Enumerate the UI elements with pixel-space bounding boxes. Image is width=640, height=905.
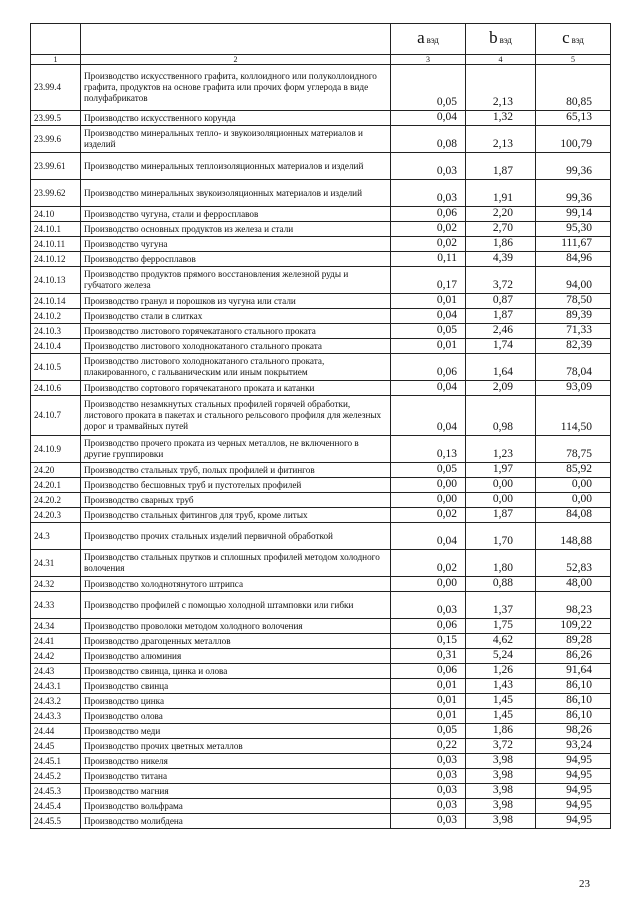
row-value-b: 3,98 [466,769,536,784]
table-row [31,396,611,436]
table-row [31,180,611,207]
table-row [31,339,611,354]
row-name: Производство драгоценных металлов [81,634,391,649]
row-value-c: 100,79 [536,126,611,153]
row-value-b: 1,86 [466,724,536,739]
table-row [31,709,611,724]
row-value-b: 3,72 [466,267,536,294]
row-code: 24.10.2 [31,309,81,324]
row-code: 24.10.7 [31,396,81,436]
header-c-cell [536,24,611,55]
column-number: 2 [81,55,391,65]
row-value-b: 1,64 [466,354,536,381]
table-row [31,649,611,664]
row-value-c: 93,09 [536,381,611,396]
row-value-c: 94,95 [536,769,611,784]
row-value-c: 109,22 [536,619,611,634]
header-b-subscript: вэд [499,35,512,45]
row-name: Производство свинца, цинка и олова [81,664,391,679]
row-value-a: 0,02 [391,237,466,252]
row-name: Производство минеральных теплоизоляционных материалов и изделий [81,153,391,180]
row-value-a: 0,01 [391,694,466,709]
table-row [31,694,611,709]
table-row [31,679,611,694]
row-name: Производство минеральных тепло- и звукоизоляционных материалов и изделий [81,126,391,153]
row-code: 24.10.14 [31,294,81,309]
row-value-a: 0,31 [391,649,466,664]
row-code: 24.20.3 [31,508,81,523]
table-row [31,294,611,309]
table-row [31,126,611,153]
row-value-b: 1,43 [466,679,536,694]
row-value-a: 0,06 [391,619,466,634]
row-name: Производство листового холоднокатаного стального проката [81,339,391,354]
row-name: Производство основных продуктов из железа и стали [81,222,391,237]
row-value-a: 0,00 [391,478,466,493]
table-row [31,463,611,478]
table-row [31,592,611,619]
table-row [31,324,611,339]
header-b-cell [466,24,536,55]
row-name: Производство искусственного корунда [81,111,391,126]
row-value-a: 0,08 [391,126,466,153]
row-value-a: 0,03 [391,784,466,799]
row-value-a: 0,03 [391,592,466,619]
row-value-c: 48,00 [536,577,611,592]
row-name: Производство чугуна [81,237,391,252]
row-name: Производство листового горячекатаного стального проката [81,324,391,339]
row-value-a: 0,04 [391,381,466,396]
row-name: Производство стальных труб, полых профилей и фитингов [81,463,391,478]
header-row [31,24,611,55]
row-value-c: 52,83 [536,550,611,577]
table-row [31,724,611,739]
row-code: 24.32 [31,577,81,592]
row-name: Производство прочих стальных изделий первичной обработкой [81,523,391,550]
row-name: Производство продуктов прямого восстановления железной руды и губчатого железа [81,267,391,294]
row-name: Производство алюминия [81,649,391,664]
row-name: Производство меди [81,724,391,739]
row-value-c: 94,95 [536,754,611,769]
row-value-a: 0,04 [391,396,466,436]
row-value-b: 1,45 [466,694,536,709]
row-code: 24.10.13 [31,267,81,294]
row-name: Производство чугуна, стали и ферросплавов [81,207,391,222]
row-value-c: 91,64 [536,664,611,679]
row-name: Производство листового холоднокатаного стального проката, плакированного, с гальваническим или иным покрытием [81,354,391,381]
row-value-a: 0,04 [391,309,466,324]
row-value-c: 99,36 [536,180,611,207]
table-row [31,784,611,799]
row-value-c: 99,14 [536,207,611,222]
row-value-c: 94,95 [536,799,611,814]
table-row [31,111,611,126]
row-name: Производство искусственного графита, коллоидного или полуколлоидного графита, продуктов на основе графита или прочих форм углерода в виде полуфабрикатов [81,65,391,111]
row-value-a: 0,05 [391,463,466,478]
table-row [31,207,611,222]
table-row [31,634,611,649]
row-value-c: 99,36 [536,153,611,180]
row-value-a: 0,04 [391,111,466,126]
row-value-c: 111,67 [536,237,611,252]
row-value-b: 1,87 [466,309,536,324]
row-name: Производство вольфрама [81,799,391,814]
row-code: 24.10.4 [31,339,81,354]
row-value-a: 0,06 [391,664,466,679]
row-code: 24.45.1 [31,754,81,769]
table-row [31,577,611,592]
row-value-a: 0,01 [391,339,466,354]
row-value-c: 80,85 [536,65,611,111]
row-value-c: 84,96 [536,252,611,267]
row-code: 24.44 [31,724,81,739]
row-code: 23.99.4 [31,65,81,111]
row-value-b: 5,24 [466,649,536,664]
row-code: 24.10.6 [31,381,81,396]
row-value-b: 2,13 [466,65,536,111]
row-code: 24.10.12 [31,252,81,267]
row-value-b: 1,37 [466,592,536,619]
row-value-b: 3,98 [466,799,536,814]
row-code: 24.20.2 [31,493,81,508]
row-value-a: 0,04 [391,523,466,550]
row-value-b: 2,70 [466,222,536,237]
row-value-b: 1,87 [466,153,536,180]
row-name: Производство стальных прутков и сплошных профилей методом холодного волочения [81,550,391,577]
row-value-a: 0,13 [391,436,466,463]
row-value-b: 1,32 [466,111,536,126]
row-name: Производство гранул и порошков из чугуна или стали [81,294,391,309]
row-value-b: 0,88 [466,577,536,592]
row-name: Производство молибдена [81,814,391,829]
page-number: 23 [579,878,590,890]
row-name: Производство стали в слитках [81,309,391,324]
row-value-a: 0,03 [391,180,466,207]
row-value-a: 0,01 [391,709,466,724]
row-value-b: 1,97 [466,463,536,478]
column-number: 1 [31,55,81,65]
row-value-b: 2,46 [466,324,536,339]
table-row [31,222,611,237]
row-value-b: 0,87 [466,294,536,309]
row-value-c: 94,95 [536,784,611,799]
row-value-a: 0,05 [391,65,466,111]
row-value-b: 3,98 [466,814,536,829]
row-code: 24.20 [31,463,81,478]
row-value-c: 78,75 [536,436,611,463]
row-name: Производство ферросплавов [81,252,391,267]
header-code-cell [31,24,81,55]
row-value-a: 0,11 [391,252,466,267]
row-name: Производство проволоки методом холодного волочения [81,619,391,634]
row-name: Производство цинка [81,694,391,709]
header-name-cell [81,24,391,55]
row-value-b: 1,45 [466,709,536,724]
row-value-c: 86,10 [536,679,611,694]
row-code: 24.10.5 [31,354,81,381]
row-value-b: 1,26 [466,664,536,679]
column-number: 4 [466,55,536,65]
row-code: 24.10.3 [31,324,81,339]
row-value-b: 3,72 [466,739,536,754]
header-c-subscript: вэд [571,35,584,45]
row-name: Производство титана [81,769,391,784]
row-name: Производство прочего проката из черных металлов, не включенного в другие группировки [81,436,391,463]
row-value-a: 0,05 [391,724,466,739]
row-value-a: 0,17 [391,267,466,294]
row-name: Производство прочих цветных металлов [81,739,391,754]
table-row [31,739,611,754]
row-code: 24.42 [31,649,81,664]
column-number-row [31,55,611,65]
row-code: 23.99.5 [31,111,81,126]
row-name: Производство свинца [81,679,391,694]
row-value-c: 114,50 [536,396,611,436]
row-value-b: 1,74 [466,339,536,354]
row-code: 24.20.1 [31,478,81,493]
row-value-c: 65,13 [536,111,611,126]
table-body [31,24,611,829]
row-code: 24.45.2 [31,769,81,784]
row-name: Производство бесшовных труб и пустотелых профилей [81,478,391,493]
table-row [31,508,611,523]
row-value-c: 0,00 [536,478,611,493]
row-value-a: 0,02 [391,222,466,237]
row-code: 24.10.1 [31,222,81,237]
row-value-a: 0,01 [391,679,466,694]
table-row [31,436,611,463]
table-row [31,153,611,180]
table-row [31,309,611,324]
header-a-subscript: вэд [426,35,439,45]
row-name: Производство минеральных звукоизоляционных материалов и изделий [81,180,391,207]
row-code: 24.43.1 [31,679,81,694]
table-row [31,252,611,267]
row-value-b: 2,09 [466,381,536,396]
row-code: 24.34 [31,619,81,634]
row-value-b: 1,75 [466,619,536,634]
row-value-a: 0,01 [391,294,466,309]
row-value-a: 0,05 [391,324,466,339]
row-value-c: 98,23 [536,592,611,619]
row-value-c: 98,26 [536,724,611,739]
row-value-c: 0,00 [536,493,611,508]
row-code: 24.31 [31,550,81,577]
row-value-b: 1,70 [466,523,536,550]
row-value-a: 0,03 [391,799,466,814]
row-value-c: 86,10 [536,694,611,709]
row-value-b: 2,20 [466,207,536,222]
row-value-b: 4,39 [466,252,536,267]
row-value-b: 3,98 [466,754,536,769]
row-code: 24.10.11 [31,237,81,252]
row-value-a: 0,03 [391,754,466,769]
row-code: 24.33 [31,592,81,619]
row-value-b: 1,80 [466,550,536,577]
row-value-c: 93,24 [536,739,611,754]
row-value-a: 0,15 [391,634,466,649]
row-value-a: 0,02 [391,550,466,577]
row-value-b: 1,87 [466,508,536,523]
row-name: Производство олова [81,709,391,724]
table-row [31,478,611,493]
row-code: 24.43.2 [31,694,81,709]
row-code: 24.45.4 [31,799,81,814]
row-name: Производство незамкнутых стальных профилей горячей обработки, листового проката в пакетах и стального рельсового профиля для железных дорог и трамвайных путей [81,396,391,436]
row-value-c: 86,10 [536,709,611,724]
header-a-cell [391,24,466,55]
row-code: 24.41 [31,634,81,649]
table-row [31,619,611,634]
table-row [31,65,611,111]
row-value-c: 148,88 [536,523,611,550]
table-row [31,814,611,829]
row-value-a: 0,02 [391,508,466,523]
row-value-c: 89,39 [536,309,611,324]
row-code: 23.99.62 [31,180,81,207]
row-value-b: 1,23 [466,436,536,463]
table-row [31,267,611,294]
header-a-label: a [417,28,425,47]
row-value-b: 0,00 [466,493,536,508]
table-row [31,237,611,252]
row-code: 24.3 [31,523,81,550]
row-value-c: 94,00 [536,267,611,294]
column-number: 5 [536,55,611,65]
row-code: 24.10 [31,207,81,222]
row-value-b: 0,00 [466,478,536,493]
row-code: 23.99.6 [31,126,81,153]
column-number: 3 [391,55,466,65]
row-value-c: 78,50 [536,294,611,309]
table-row [31,493,611,508]
row-code: 24.43.3 [31,709,81,724]
table-row [31,354,611,381]
row-code: 24.10.9 [31,436,81,463]
row-value-c: 84,08 [536,508,611,523]
row-value-b: 2,13 [466,126,536,153]
row-name: Производство магния [81,784,391,799]
row-value-c: 78,04 [536,354,611,381]
row-value-a: 0,03 [391,814,466,829]
row-name: Производство сварных труб [81,493,391,508]
row-value-b: 0,98 [466,396,536,436]
table-row [31,523,611,550]
row-value-a: 0,00 [391,577,466,592]
table-row [31,664,611,679]
coefficients-table [30,23,611,829]
table-row [31,799,611,814]
row-code: 24.43 [31,664,81,679]
row-value-a: 0,06 [391,354,466,381]
row-value-c: 86,26 [536,649,611,664]
row-name: Производство холоднотянутого штрипса [81,577,391,592]
header-c-label: c [562,28,570,47]
row-value-b: 4,62 [466,634,536,649]
row-value-a: 0,06 [391,207,466,222]
row-value-c: 94,95 [536,814,611,829]
row-value-a: 0,03 [391,153,466,180]
row-value-c: 82,39 [536,339,611,354]
row-value-c: 95,30 [536,222,611,237]
row-value-a: 0,22 [391,739,466,754]
row-name: Производство стальных фитингов для труб, кроме литых [81,508,391,523]
row-code: 24.45.5 [31,814,81,829]
row-name: Производство никеля [81,754,391,769]
row-value-c: 89,28 [536,634,611,649]
row-code: 24.45 [31,739,81,754]
row-value-b: 1,86 [466,237,536,252]
row-code: 23.99.61 [31,153,81,180]
row-code: 24.45.3 [31,784,81,799]
row-value-c: 71,33 [536,324,611,339]
row-value-a: 0,03 [391,769,466,784]
header-b-label: b [489,28,498,47]
table-row [31,381,611,396]
table-row [31,754,611,769]
row-name: Производство профилей с помощью холодной штамповки или гибки [81,592,391,619]
row-value-a: 0,00 [391,493,466,508]
table-row [31,550,611,577]
row-value-c: 85,92 [536,463,611,478]
row-value-b: 3,98 [466,784,536,799]
table-row [31,769,611,784]
row-value-b: 1,91 [466,180,536,207]
row-name: Производство сортового горячекатаного проката и катанки [81,381,391,396]
